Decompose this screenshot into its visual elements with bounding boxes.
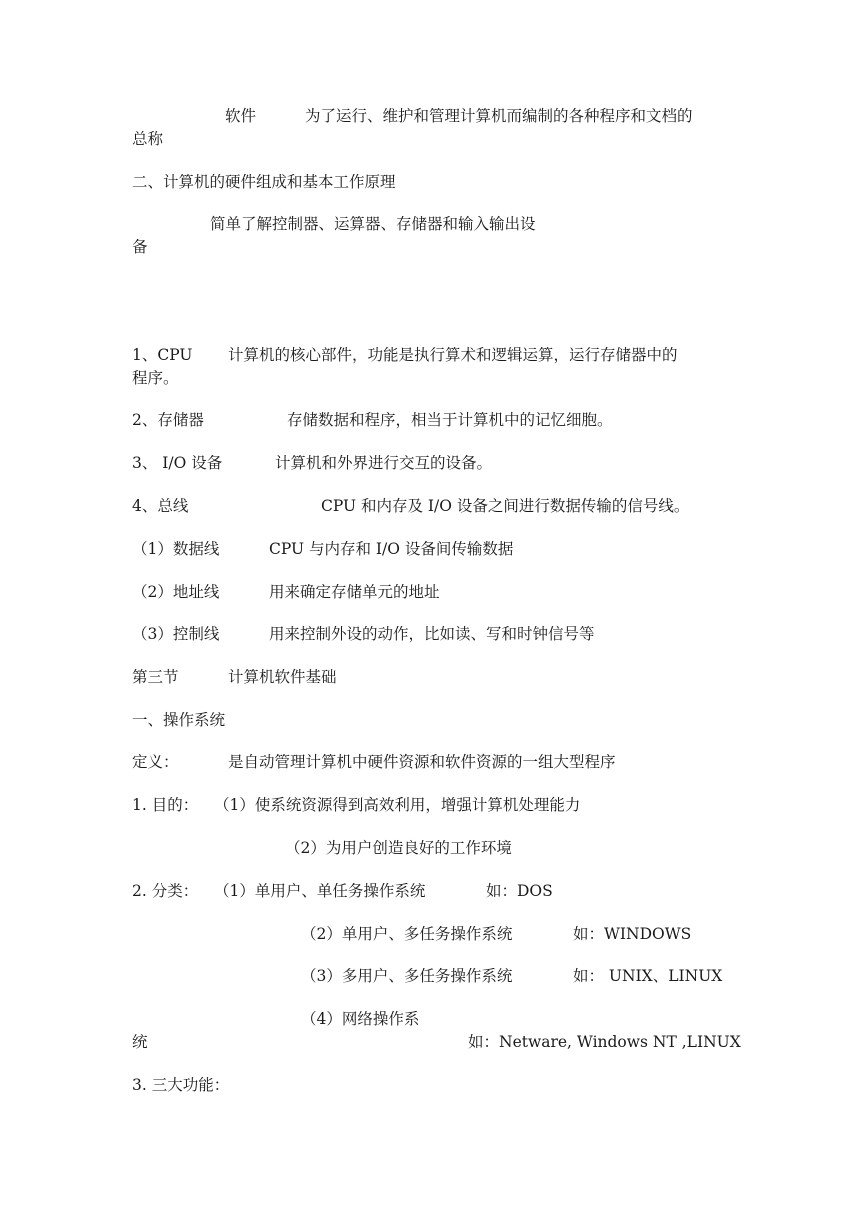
- os-class-label: 2. 分类：: [132, 882, 199, 900]
- hardware-item-cpu-desc-cont: 程序。: [132, 369, 179, 387]
- section3-label: 第三节: [132, 668, 179, 686]
- os-definition-label: 定义：: [132, 753, 179, 771]
- bus-item-address-term: （2）地址线: [132, 583, 220, 601]
- software-definition: 为了运行、维护和管理计算机而编制的各种程序和文档的: [305, 107, 693, 125]
- os-class-1-example: 如：DOS: [486, 882, 553, 900]
- bus-item-data-desc: CPU 与内存和 I/O 设备间传输数据: [269, 540, 514, 558]
- os-class-2-example: 如：WINDOWS: [573, 925, 692, 943]
- os-purpose-1: （1）使系统资源得到高效利用，增强计算机处理能力: [214, 796, 581, 814]
- hardware-intro-line1: 简单了解控制器、运算器、存储器和输入输出设: [210, 215, 536, 233]
- os-class-3-name: （3）多用户、多任务操作系统: [301, 967, 513, 985]
- hardware-item-io-term: 3、 I/O 设备: [132, 454, 223, 472]
- os-class-4-name-cont: 统: [132, 1033, 148, 1051]
- bus-item-control-desc: 用来控制外设的动作，比如读、写和时钟信号等: [269, 625, 595, 643]
- os-definition-text: 是自动管理计算机中硬件资源和软件资源的一组大型程序: [228, 753, 616, 771]
- hardware-item-bus-desc: CPU 和内存及 I/O 设备之间进行数据传输的信号线。: [321, 497, 690, 515]
- os-class-2-name: （2）单用户、多任务操作系统: [301, 925, 513, 943]
- os-heading: 一、操作系统: [132, 711, 226, 729]
- hardware-item-cpu-term: 1、CPU: [132, 346, 193, 364]
- hardware-intro-line2: 备: [132, 238, 148, 256]
- hardware-item-memory-term: 2、存储器: [132, 411, 204, 429]
- bus-item-address-desc: 用来确定存储单元的地址: [269, 583, 440, 601]
- os-purpose-2: （2）为用户创造良好的工作环境: [285, 839, 512, 857]
- software-term: 软件: [225, 107, 257, 125]
- os-class-3-example: 如： UNIX、LINUX: [573, 967, 723, 985]
- hardware-item-io-desc: 计算机和外界进行交互的设备。: [275, 454, 493, 472]
- os-functions-label: 3. 三大功能：: [132, 1076, 230, 1094]
- hardware-item-cpu-desc: 计算机的核心部件，功能是执行算术和逻辑运算，运行存储器中的: [228, 346, 678, 364]
- section3-title: 计算机软件基础: [228, 668, 337, 686]
- software-definition-continuation: 总称: [132, 130, 164, 148]
- os-class-4-name: （4）网络操作系: [301, 1010, 420, 1028]
- section-hardware-heading: 二、计算机的硬件组成和基本工作原理: [132, 173, 396, 191]
- os-class-4-example: 如：Netware, Windows NT ,LINUX: [468, 1033, 741, 1051]
- bus-item-control-term: （3）控制线: [132, 625, 220, 643]
- os-class-1-name: （1）单用户、单任务操作系统: [214, 882, 426, 900]
- bus-item-data-term: （1）数据线: [132, 540, 220, 558]
- os-purpose-label: 1. 目的：: [132, 796, 199, 814]
- hardware-item-bus-term: 4、总线: [132, 497, 189, 515]
- hardware-item-memory-desc: 存储数据和程序，相当于计算机中的记忆细胞。: [287, 411, 613, 429]
